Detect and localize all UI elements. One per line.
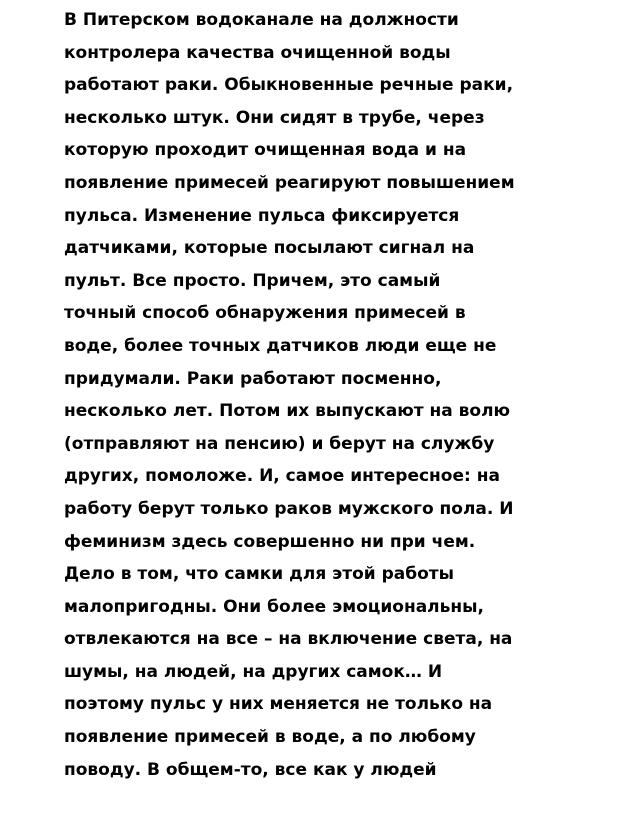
text-line-19: малопригодны. Они более эмоциональны, [64,596,484,617]
text-line-8: датчиками, которые посылают сигнал на [64,238,475,259]
text-line-17: феминизм здесь совершенно ни при чем. [64,531,476,552]
text-line-1: В Питерском водоканале на должности [64,10,459,30]
text-line-20: отвлекаются на все – на включение света, на [64,629,513,650]
text-line-24: поводу. В общем-то, все как у людей [64,759,437,780]
text-line-16: работу берут только раков мужского пола. И [64,498,514,519]
text-line-15: других, помоложе. И, самое интересное: на [64,466,500,487]
text-line-14: (отправляют на пенсию) и берут на службу [64,433,495,454]
text-line-13: несколько лет. Потом их выпускают на волю [64,401,511,422]
text-line-21: шумы, на людей, на других самок… И [64,661,443,682]
text-line-10: точный способ обнаружения примесей в [64,303,466,324]
text-line-12: придумали. Раки работают посменно, [64,368,442,389]
text-line-5: которую проходит очищенная вода и на [64,140,467,161]
text-line-23: появление примесей в воде, а по любому [64,727,476,748]
text-line-7: пульса. Изменение пульса фиксируется [64,205,460,226]
text-line-9: пульт. Все просто. Причем, это самый [64,270,441,291]
text-line-11: воде, более точных датчиков люди еще не [64,335,497,356]
text-line-18: Дело в том, что самки для этой работы [64,564,455,585]
text-line-6: появление примесей реагируют повышением [64,172,515,193]
article-text [64,4,636,786]
text-line-4: несколько штук. Они сидят в трубе, через [64,107,485,128]
text-line-3: работают раки. Обыкновенные речные раки, [64,75,514,96]
text-line-2: контролера качества очищенной воды [64,42,451,63]
text-line-22: поэтому пульс у них меняется не только на [64,694,493,715]
